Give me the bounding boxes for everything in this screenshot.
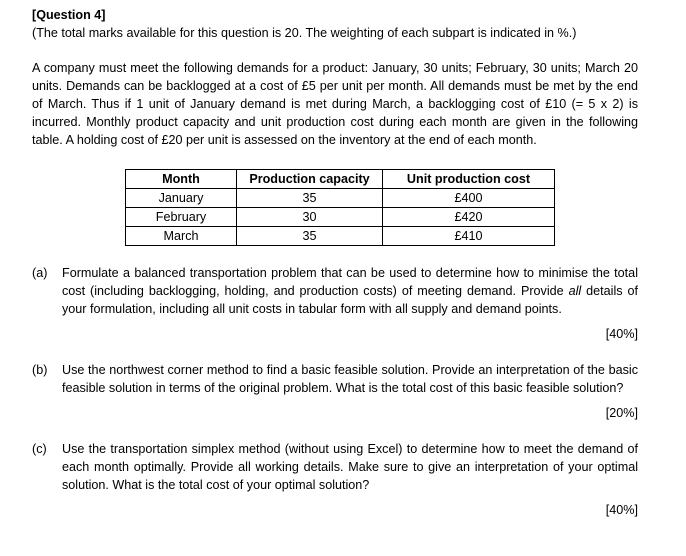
cell-month: February <box>126 208 237 227</box>
cell-capacity: 35 <box>237 189 383 208</box>
part-c <box>32 440 638 494</box>
cell-unit-cost: £400 <box>383 189 555 208</box>
part-a-text-before: Formulate a balanced transportation problem that can be used to determine how to minimise the total cost (including backlogging, holding, and production costs) of meeting demand. Provide <box>62 266 638 298</box>
table-row <box>126 208 555 227</box>
capacity-table <box>125 169 555 246</box>
question-title: [Question 4] <box>32 8 106 22</box>
part-b-label: (b) <box>32 363 48 377</box>
part-c-marks: [40%] <box>605 503 638 517</box>
cell-month: January <box>126 189 237 208</box>
part-c-label: (c) <box>32 442 47 456</box>
question-note: (The total marks available for this question is 20. The weighting of each subpart is indicated in %.) <box>32 26 577 40</box>
part-c-text: Use the transportation simplex method (without using Excel) to determine how to meet the demand of each month optimally. Provide all working details. Make sure to give an interpretation of your optimal solution. What is the total cost of your optimal solution? <box>62 442 638 492</box>
header-month: Month <box>126 170 237 189</box>
part-a <box>32 264 638 318</box>
question-intro: A company must meet the following demands for a product: January, 30 units; February, 30 units; March 20 units. Demands can be backlogged at a cost of £5 per unit per month. All demands must be met by the end of March. Thus if 1 unit of January demand is met during March, a backlogging cost of £10 (= 5 x 2) is incurred. Monthly product capacity and unit production cost during each month are given in the following table. A holding cost of £20 per unit is assessed on the inventory at the end of each month. <box>32 61 638 147</box>
cell-capacity: 35 <box>237 227 383 246</box>
table-row <box>126 189 555 208</box>
table-row <box>126 227 555 246</box>
part-a-text-emphasis: all <box>568 284 582 298</box>
header-capacity: Production capacity <box>237 170 383 189</box>
part-b-text: Use the northwest corner method to find a basic feasible solution. Provide an interpretation of the basic feasible solution in terms of the original problem. What is the total cost of this basic feasible solution? <box>62 363 638 395</box>
cell-unit-cost: £420 <box>383 208 555 227</box>
part-a-text-after: details of your formulation, including all unit costs in tabular form with all supply and demand points. <box>62 284 638 316</box>
part-a-marks: [40%] <box>605 327 638 341</box>
part-b-marks: [20%] <box>605 406 638 420</box>
header-unit-cost: Unit production cost <box>383 170 555 189</box>
table-header-row <box>126 170 555 189</box>
part-b <box>32 361 638 397</box>
part-a-label: (a) <box>32 266 48 280</box>
cell-month: March <box>126 227 237 246</box>
cell-unit-cost: £410 <box>383 227 555 246</box>
question-page <box>32 6 638 519</box>
cell-capacity: 30 <box>237 208 383 227</box>
